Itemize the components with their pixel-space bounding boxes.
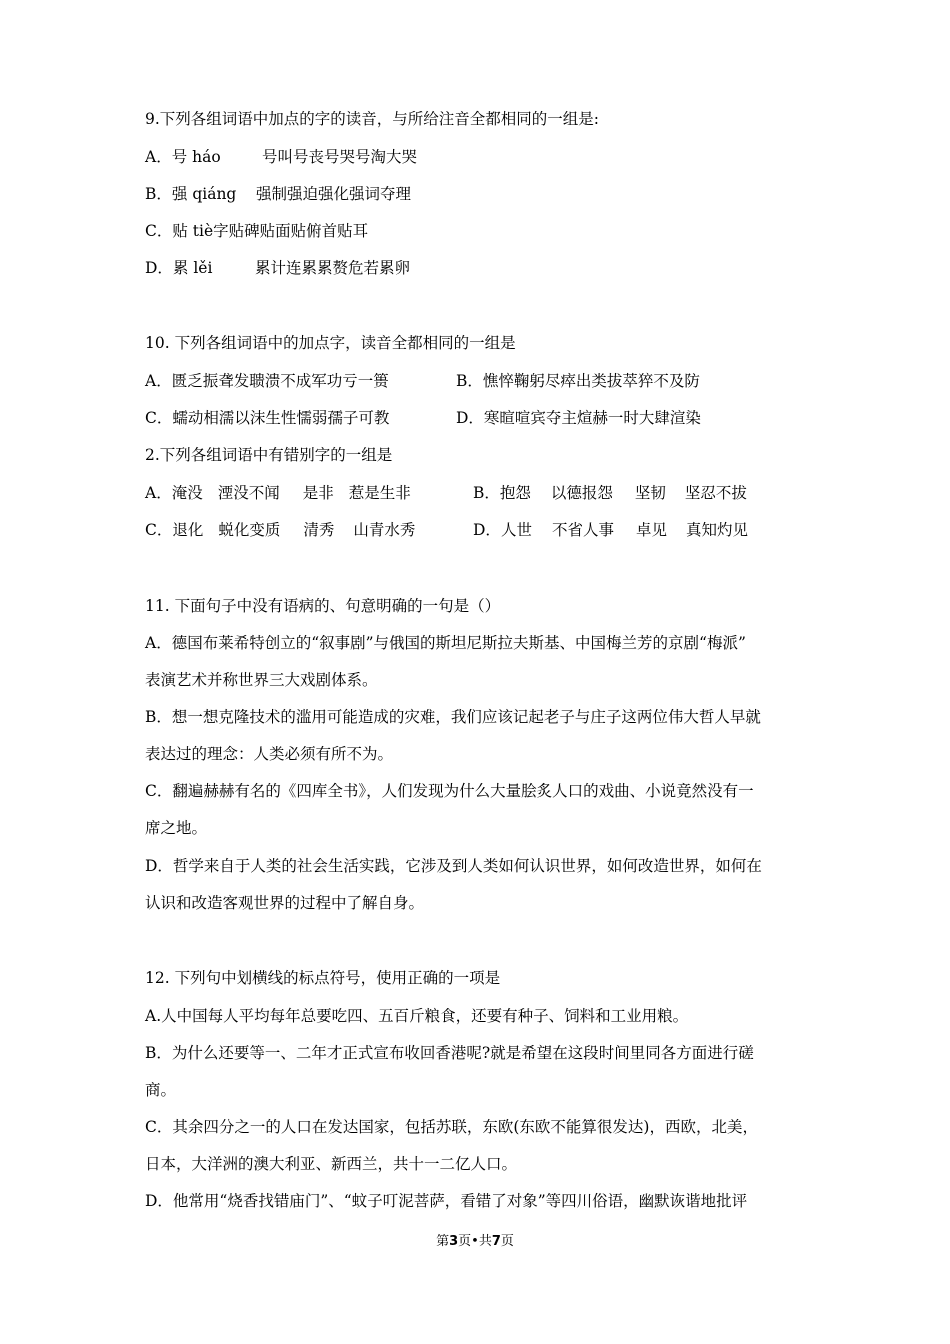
q11-line: 表达过的理念：人类必须有所不为。 [145,745,394,763]
question-12-stem: 12. 下列句中划横线的标点符号，使用正确的一项是 [145,969,501,987]
q9-option-b [145,184,411,204]
q9-option-a [145,147,417,167]
option-label: B． [473,484,500,502]
option-label: A． [145,484,172,502]
question-9-stem: 9.下列各组词语中加点的字的读音，与所给注音全都相同的一组是: [145,110,600,128]
word: 卓见 [635,521,667,539]
footer-middle: 页•共 [458,1234,492,1249]
question-2-stem: 2.下列各组词语中有错别字的一组是 [145,446,393,464]
q10-option-d: D．寒暄喧宾夺主煊赫一时大肆渲染 [456,409,701,427]
word: 湮没不闻 [217,484,280,502]
word: 是非 [302,484,334,502]
q2-option-b [473,483,747,503]
q2-option-c [145,520,415,540]
option-label: D．累 lěi [145,259,213,277]
option-words: 强制强迫强化强词夺理 [256,185,412,203]
option-label: C． [145,521,173,539]
q11-line: 表演艺术并称世界三大戏剧体系。 [145,671,378,689]
option-words: 号叫号丧号哭号淘大哭 [262,148,418,166]
word: 抱怨 [499,484,531,502]
footer-suffix: 页 [500,1234,514,1249]
option-words: 字贴碑贴面贴俯首贴耳 [213,222,369,240]
q12-line: 日本，大洋洲的澳大利亚、新西兰，共十一二亿人口。 [145,1155,518,1173]
word: 以德报怨 [550,484,613,502]
q10-option-b: B．憔悴鞠躬尽瘁出类拔萃猝不及防 [456,372,700,390]
q11-line: A．德国布莱希特创立的“叙事剧”与俄国的斯坦尼斯拉夫斯基、中国梅兰芳的京剧“梅派” [145,634,746,652]
page-footer [0,1233,950,1251]
option-words: 累计连累累赘危若累卵 [255,259,411,277]
word: 不省人事 [551,521,614,539]
q12-line: B．为什么还要等一、二年才正式宣布收回香港呢?就是希望在这段时间里同各方面进行磋 [145,1044,754,1062]
q11-line: C．翻遍赫赫有名的《四库全书》，人们发现为什么大量脍炙人口的戏曲、小说竟然没有一 [145,782,754,800]
word: 惹是生非 [348,484,411,502]
option-label: B．强 qiáng [145,185,237,203]
word: 坚忍不拔 [684,484,747,502]
question-11-stem: 11. 下面句子中没有语病的、句意明确的一句是（） [145,597,501,615]
q10-option-c: C．蠕动相濡以沫生性懦弱孺子可教 [145,409,390,427]
option-label: A．号 háo [145,148,221,166]
q12-line: D．他常用“烧香找错庙门”、“蚊子叮泥菩萨，看错了对象”等四川俗语，幽默诙谐地批评 [145,1192,748,1210]
word: 退化 [172,521,204,539]
q12-line: C．其余四分之一的人口在发达国家，包括苏联，东欧(东欧不能算很发达)，西欧，北美， [145,1118,758,1136]
q11-line: D．哲学来自于人类的社会生活实践，它涉及到人类如何认识世界，如何改造世界，如何在 [145,857,762,875]
q11-line: B．想一想克隆技术的滥用可能造成的灾难，我们应该记起老子与庄子这两位伟大哲人早就 [145,708,761,726]
word: 人世 [500,521,532,539]
q11-line: 席之地。 [145,819,208,837]
q10-option-a: A．匮乏振聋发聩溃不成军功亏一篑 [145,372,389,390]
q11-line: 认识和改造客观世界的过程中了解自身。 [145,894,425,912]
q2-option-a [145,483,411,503]
word: 蜕化变质 [218,521,281,539]
word: 清秀 [303,521,335,539]
current-page-number: 3 [449,1234,459,1249]
word: 山青水秀 [353,521,416,539]
word: 淹没 [171,484,203,502]
word: 真知灼见 [685,521,748,539]
footer-prefix: 第 [436,1234,450,1249]
q2-option-d [473,520,748,540]
q9-option-c [145,221,368,241]
option-label: D． [473,521,501,539]
q9-option-d [145,258,410,278]
q12-line: 商。 [145,1081,177,1099]
total-pages-number: 7 [491,1234,501,1249]
option-label: C．贴 tiè [145,222,214,240]
q12-line: A.人中国每人平均每年总要吃四、五百斤粮食，还要有种子、饲料和工业用粮。 [145,1007,689,1025]
word: 坚韧 [634,484,666,502]
question-10-stem: 10. 下列各组词语中的加点字，读音全都相同的一组是 [145,334,516,352]
